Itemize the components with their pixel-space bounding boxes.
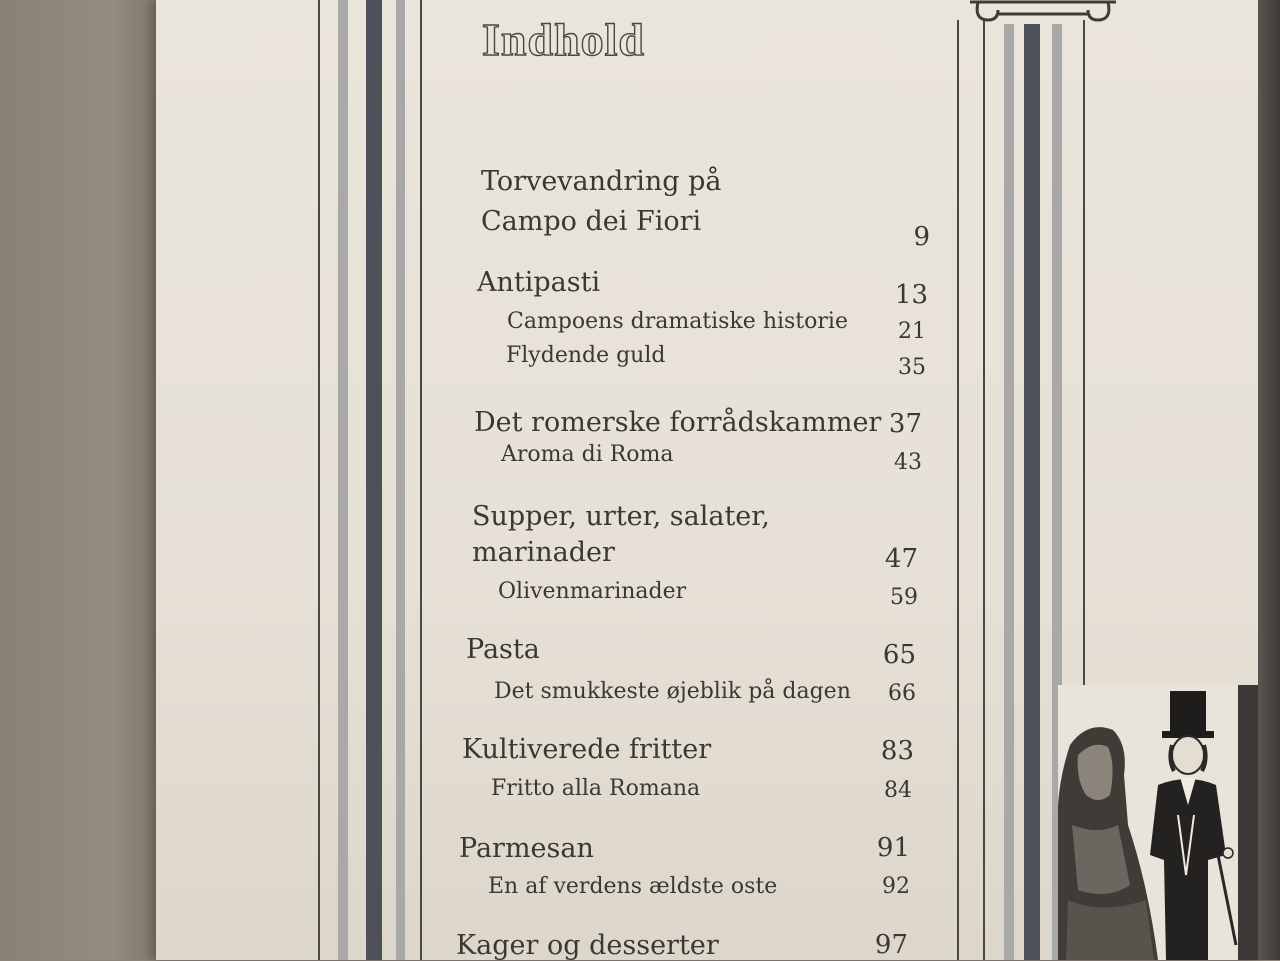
toc-page-number: 37: [888, 409, 922, 439]
page-title: Indhold: [482, 14, 646, 65]
toc-page-number: 97: [874, 930, 908, 960]
toc-section-title: Det smukkeste øjeblik på dagen: [494, 679, 851, 704]
toc-page-number: 13: [894, 280, 928, 310]
toc-chapter-title: Supper, urter, salater,: [472, 501, 770, 532]
victorian-couple-illustration: [1058, 685, 1260, 960]
toc-section-title: Fritto alla Romana: [491, 776, 701, 801]
toc-section-title: Campoens dramatiske historie: [507, 309, 848, 334]
toc-chapter-title: Kultiverede fritter: [462, 734, 712, 765]
toc-page-number: 35: [898, 355, 926, 380]
toc-chapter-title: Antipasti: [477, 267, 601, 298]
toc-page-number: 92: [882, 874, 910, 899]
toc-chapter-title: marinader: [472, 537, 615, 568]
toc-section-title: En af verdens ældste oste: [488, 874, 778, 899]
toc-page-number: 59: [890, 585, 918, 610]
toc-page-number: 84: [884, 778, 912, 803]
toc-page-number: 43: [894, 450, 922, 475]
toc-page-number: 66: [888, 681, 916, 706]
column-capital-icon: [968, 0, 1118, 26]
toc-page-number: 91: [876, 833, 910, 863]
toc-page-number: 47: [884, 544, 918, 574]
toc-page-number: 83: [880, 736, 914, 766]
toc-page-number: 9: [913, 222, 930, 252]
toc-section-title: Aroma di Roma: [501, 442, 674, 467]
toc-chapter-title: Campo dei Fiori: [481, 206, 702, 237]
toc-page-number: 21: [898, 319, 926, 344]
toc-section-title: Olivenmarinader: [498, 579, 687, 604]
toc-page-number: 65: [882, 640, 916, 670]
toc-chapter-title: Pasta: [466, 634, 540, 665]
toc-chapter-title: Torvevandring på: [481, 166, 722, 197]
toc-chapter-title: Det romerske forrådskammer: [474, 407, 882, 438]
toc-section-title: Flydende guld: [506, 343, 666, 368]
toc-chapter-title: Parmesan: [459, 833, 594, 864]
book-cover-edge: [0, 0, 160, 960]
toc-chapter-title: Kager og desserter: [456, 930, 719, 961]
next-page-edge: [1258, 0, 1280, 960]
